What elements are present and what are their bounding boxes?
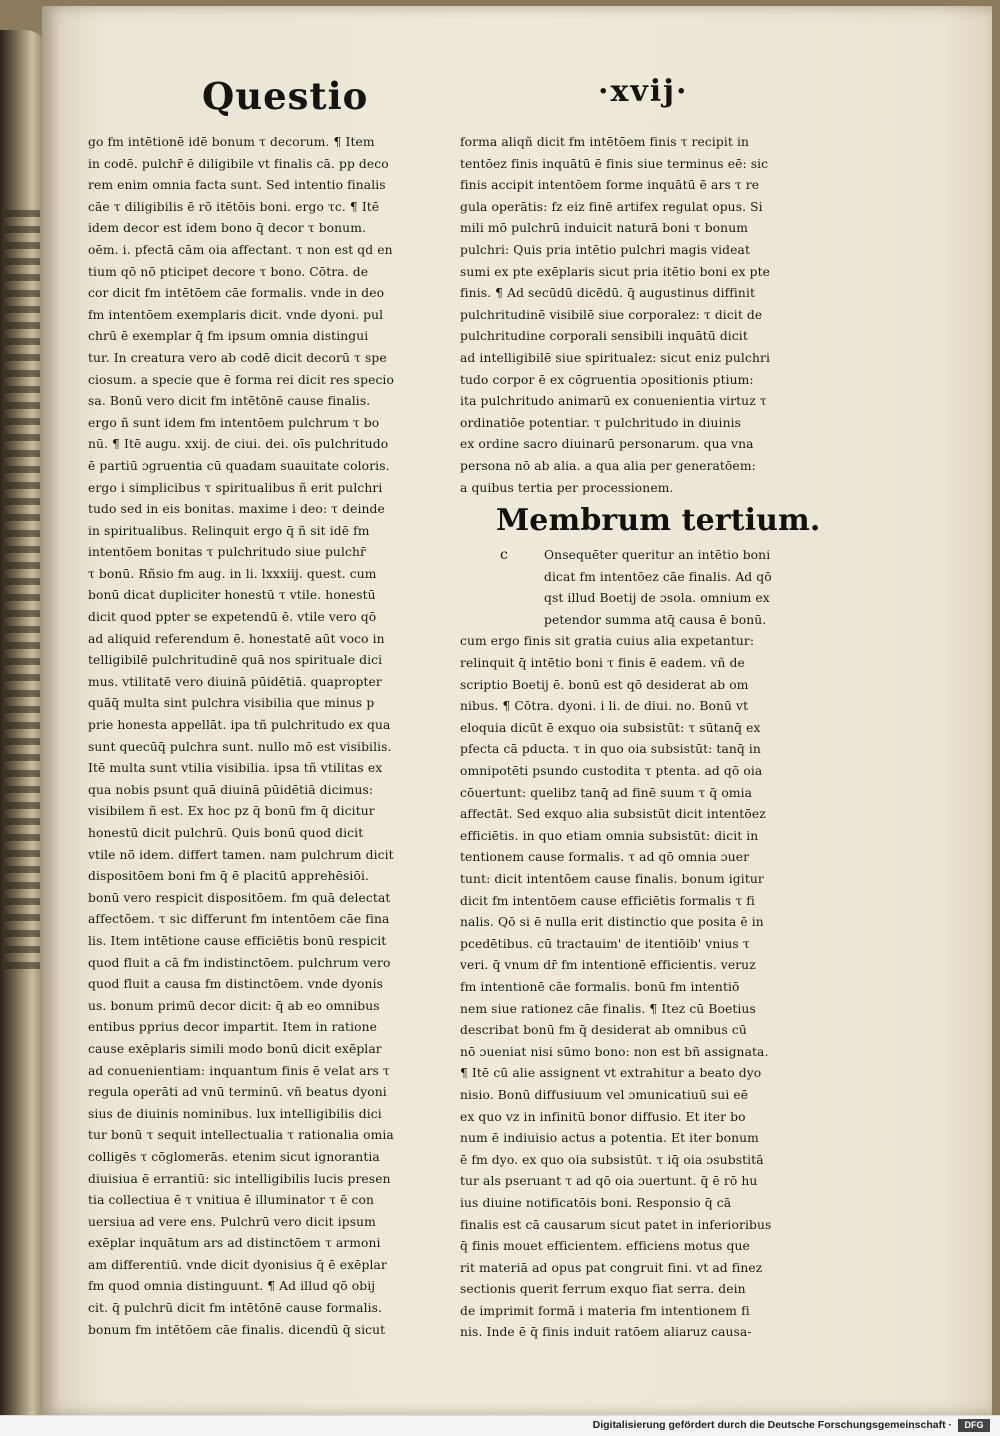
text-line: ita pulchritudo animarū ex conuenientia virtuz τ (460, 394, 767, 409)
text-line: quāq̄ multa sint pulchra visibilia que minus p (88, 696, 375, 711)
text-line: tudo sed in eis bonitas. maxime i deo: τ deinde (88, 502, 385, 517)
text-line: ciosum. a specie que ē forma rei dicit res specio (88, 372, 394, 387)
text-line: bonū vero respicit dispositōem. fm quā delectat (88, 890, 391, 905)
right-column-paragraph-2 (460, 631, 850, 1344)
text-line: fm intentionē cāe formalis. bonū fm intentiō (460, 979, 740, 994)
text-line: entibus pprius decor impartit. Item in ratione (88, 1020, 378, 1035)
text-line: visibilem ñ est. Ex hoc pz q̄ bonū fm q̄ dicitur (88, 804, 375, 819)
text-line: persona nō ab alia. a qua alia per generatōem: (460, 458, 756, 473)
text-line: ex quo vz in infinitū bonor diffusio. Et iter bo (460, 1109, 746, 1124)
text-line: ergo i simplicibus τ spiritualibus ñ erit pulchri (88, 480, 383, 495)
footer-credit: Digitalisierung gefördert durch die Deutsche Forschungsgemeinschaft · (592, 1419, 952, 1431)
text-line: us. bonum primū decor dicit: q̄ ab eo omnibus (88, 998, 380, 1013)
text-line: describat bonū fm q̄ desiderat ab omnibus cū (460, 1023, 747, 1038)
text-line: nis. Inde ē q̄ finis induit ratōem aliaruz causa- (460, 1325, 752, 1340)
text-line: cōuertunt: quelibz tanq̄ ad finē suum τ q̄ omia (460, 785, 753, 800)
text-line: tur. In creatura vero ab codē dicit decorū τ spe (88, 350, 387, 365)
text-line: intentōem bonitas τ pulchritudo siue pulchr̄ (88, 545, 366, 560)
text-line: idem decor est idem bono q̄ decor τ bonum. (88, 221, 366, 236)
text-line: rit materiā ad opus pat congruit fini. vt ad finez (460, 1260, 763, 1275)
text-line: vtile nō idem. differt tamen. nam pulchrum dicit (88, 847, 394, 862)
text-line: fm intentōem exemplaris dicit. vnde dyoni. pul (88, 307, 384, 322)
right-text-column (460, 132, 850, 1344)
text-line: exēplar inquātum ars ad distinctōem τ armoni (88, 1236, 381, 1251)
text-line: sa. Bonū vero dicit fm intētōnē cause finalis. (88, 394, 371, 409)
right-column-indented-lines (460, 545, 850, 631)
running-title: Questio (202, 74, 369, 118)
folio-number: ·xvij· (598, 74, 689, 109)
text-line: ex ordine sacro diuinarū personarum. qua vna (460, 437, 754, 452)
text-line: chrū ē exemplar q̄ fm ipsum omnia distingui (88, 329, 369, 344)
text-line: finis. ¶ Ad secūdū dicēdū. q̄ augustinus diffinit (460, 286, 756, 301)
text-line: ē fm dyo. ex quo oia subsistūt. τ iq̄ oia ɔsubstitā (460, 1152, 764, 1167)
text-line: dicit fm intentōem cause efficiētis formalis τ fi (460, 893, 755, 908)
text-line: affectōem. τ sic differunt fm intentōem cāe fina (88, 912, 390, 927)
text-line: omnipotēti psundo custodita τ ptenta. ad qō oia (460, 764, 763, 779)
text-line: sius de diuinis nominibus. lux intelligibilis dici (88, 1106, 382, 1121)
text-line: qst illud Boetij de ɔsola. omnium ex (544, 591, 770, 606)
text-line: num ē indiuisio actus a potentia. Et iter bonum (460, 1131, 759, 1146)
text-line: ē partiū ɔgruentia cū quadam suauitate coloris. (88, 458, 390, 473)
text-line: nisio. Bonū diffusiuum vel ɔmunicatiuū sui eē (460, 1087, 749, 1102)
opposite-page-text-block (4, 210, 40, 970)
text-line: rem enim omnia facta sunt. Sed intentio finalis (88, 178, 386, 193)
text-line: oēm. i. pfectā cām oia affectant. τ non est qd en (88, 242, 393, 257)
text-line: sumi ex pte exēplaris sicut pria itētio boni ex pte (460, 264, 771, 279)
text-line: cāe τ diligibilis ē rō itētōis boni. ergo τc. ¶ Itē (88, 199, 380, 214)
footer-bar (0, 1415, 1000, 1436)
text-line: prie honesta appellāt. ipa tñ pulchritudo ex qua (88, 718, 391, 733)
text-line: fm quod omnia distinguunt. ¶ Ad illud qō obij (88, 1279, 376, 1294)
text-line: cit. q̄ pulchrū dicit fm intētōnē cause formalis. (88, 1301, 383, 1316)
text-line: tur bonū τ sequit intellectualia τ rationalia omia (88, 1128, 394, 1143)
text-line: sectionis querit ferrum exquo fiat serra. dein (460, 1282, 746, 1297)
text-line: in spiritualibus. Relinquit ergo q̄ ñ sit idē fm (88, 523, 370, 538)
text-line: quod fluit a cā fm indistinctōem. pulchrum vero (88, 955, 391, 970)
text-line: telligibilē pulchritudinē quā nos spirituale dici (88, 653, 383, 668)
indented-initial-block (460, 545, 850, 631)
text-line: gula operātis: fz eiz finē artifex regulat opus. Si (460, 199, 763, 214)
text-line: affectāt. Sed exquo alia subsistūt dicit intentōez (460, 807, 766, 822)
book-page (42, 6, 992, 1415)
text-line: tudo corpor ē ex cōgruentia ɔpositionis ptium: (460, 372, 754, 387)
text-line: ad intelligibilē siue spiritualez: sicut eniz pulchri (460, 350, 770, 365)
text-line: ergo ñ sunt idem fm intentōem pulchrum τ bo (88, 415, 380, 430)
text-line: dicat fm intentōez cāe finalis. Ad qō (544, 569, 772, 584)
text-line: diuisiua ē errantiū: sic intelligibilis lucis presen (88, 1171, 391, 1186)
text-line: pfecta cā pducta. τ in quo oia subsistūt: tanq̄ in (460, 742, 761, 757)
text-line: scriptio Boetij ē. bonū est qō desiderat ab om (460, 677, 749, 692)
text-line: finis accipit intentōem forme inquātū ē ars τ re (460, 178, 760, 193)
text-line: τ bonū. Rñsio fm aug. in li. lxxxiij. quest. cum (88, 566, 377, 581)
text-line: finalis est cā causarum sicut patet in inferioribus (460, 1217, 772, 1232)
left-text-column (88, 132, 468, 1341)
text-line: quod fluit a causa fm distinctōem. vnde dyonis (88, 977, 384, 992)
text-line: tur als pseruant τ ad qō oia ɔuertunt. q̄ ē rō hu (460, 1174, 758, 1189)
text-line: cor dicit fm intētōem cāe formalis. vnde in deo (88, 286, 385, 301)
text-line: uersiua ad vere ens. Pulchrū vero dicit ipsum (88, 1214, 376, 1229)
text-line: ¶ Itē cū alie assignent vt extrahitur a beato dyo (460, 1066, 762, 1081)
text-line: petendor summa atq̄ causa ē bonū. (544, 612, 767, 627)
text-line: cause exēplaris simili modo bonū dicit exēplar (88, 1041, 382, 1056)
text-line: ordinatiōe potentiar. τ pulchritudo in diuinis (460, 415, 742, 430)
right-column-paragraph-1 (460, 132, 850, 499)
text-line: a quibus tertia per processionem. (460, 480, 674, 495)
text-line: tunt: dicit intentōem cause finalis. bonum igitur (460, 872, 764, 886)
text-line: am differentiū. vnde dicit dyonisius q̄ ē exēplar (88, 1257, 387, 1272)
text-line: de imprimit formā i materia fm intentionem fi (460, 1303, 750, 1318)
text-line: q̄ finis mouet efficientem. efficiens motus que (460, 1239, 750, 1254)
text-line: Onsequēter queritur an intētio boni (544, 548, 771, 563)
text-line: pulchritudinē visibilē siue corporalez: τ dicit de (460, 307, 763, 322)
text-line: regula operāti ad vnū terminū. vñ beatus dyoni (88, 1085, 387, 1100)
text-line: bonum fm intētōem cāe finalis. dicendū q̄ sicut (88, 1322, 386, 1337)
dfg-logo: DFG (958, 1419, 990, 1432)
text-line: eloquia dicūt ē exquo oia subsistūt: τ sūtanq̄ ex (460, 720, 761, 735)
text-line: tentionem cause formalis. τ ad qō omnia ɔuer (460, 850, 750, 865)
text-line: efficiētis. in quo etiam omnia subsistūt: dicit in (460, 828, 759, 843)
text-line: Itē multa sunt vtilia visibilia. ipsa tñ vtilitas ex (88, 761, 383, 776)
opposite-page-edge (0, 30, 46, 1415)
text-line: in codē. pulchr̄ ē diligibile vt finalis cā. pp deco (88, 156, 389, 171)
text-line: pulchri: Quis pria intētio pulchri magis videat (460, 242, 750, 257)
text-line: tentōez finis inquātū ē finis siue terminus eē: sic (460, 156, 769, 171)
text-line: go fm intētionē idē bonum τ decorum. ¶ Item (88, 135, 375, 149)
text-line: mili mō pulchrū induicit naturā boni τ bonum (460, 221, 748, 236)
text-line: ad aliquid referendum ē. honestatē aūt voco in (88, 631, 385, 646)
text-line: nem siue rationez cāe finalis. ¶ Itez cū Boetius (460, 1001, 756, 1016)
text-line: nibus. ¶ Cōtra. dyoni. i li. de diui. no. Bonū vt (460, 699, 749, 714)
text-line: nalis. Qō si ē nulla erit distinctio que posita ē in (460, 915, 764, 930)
marginal-letter: c (500, 547, 508, 564)
text-line: lis. Item intētione cause efficiētis bonū respicit (88, 933, 387, 948)
text-line: forma aliqñ dicit fm intētōem finis τ recipit in (460, 135, 750, 149)
text-line: dicit quod ppter se expetendū ē. vtile vero qō (88, 610, 377, 625)
text-line: ius diuine notificatōis boni. Responsio q̄ cā (460, 1195, 732, 1210)
text-line: tia collectiua ē τ vnitiua ē illuminator τ ē con (88, 1193, 374, 1208)
text-line: honestū dicit pulchrū. Quis bonū quod dicit (88, 826, 364, 840)
text-line: colligēs τ cōglomerās. etenim sicut ignorantia (88, 1149, 380, 1164)
text-line: tium qō nō pticipet decore τ bono. Cōtra. de (88, 264, 369, 279)
text-line: mus. vtilitatē vero diuinā pūidētiā. quapropter (88, 674, 382, 689)
text-line: cum ergo finis sit gratia cuius alia expetantur: (460, 634, 755, 649)
text-line: nō ɔueniat nisi sūmo bono: non est bñ assignata. (460, 1044, 769, 1059)
text-line: sunt quecūq̄ pulchra sunt. nullo mō est visibilis. (88, 739, 392, 754)
text-line: veri. q̄ vnum dr̄ fm intentionē efficientis. veruz (460, 958, 756, 973)
section-heading: Membrum tertium. (496, 503, 821, 539)
text-line: bonū dicat dupliciter honestū τ vtile. honestū (88, 588, 376, 603)
text-line: qua nobis psunt quā diuinā pūidētiā dicimus: (88, 782, 374, 797)
text-line: nū. ¶ Itē augu. xxij. de ciui. dei. oīs pulchritudo (88, 437, 389, 452)
text-line: relinquit q̄ intētio boni τ finis ē eadem. vñ de (460, 656, 745, 671)
text-line: ad conuenientiam: inquantum finis ē velat ars τ (88, 1063, 390, 1078)
text-line: pcedētibus. cū tractauim' de itentiōib' vnius τ (460, 936, 750, 951)
text-line: pulchritudine corporali sensibili inquātū dicit (460, 329, 748, 344)
text-line: dispositōem boni fm q̄ ē placitū apprehēsiōi. (88, 869, 369, 884)
